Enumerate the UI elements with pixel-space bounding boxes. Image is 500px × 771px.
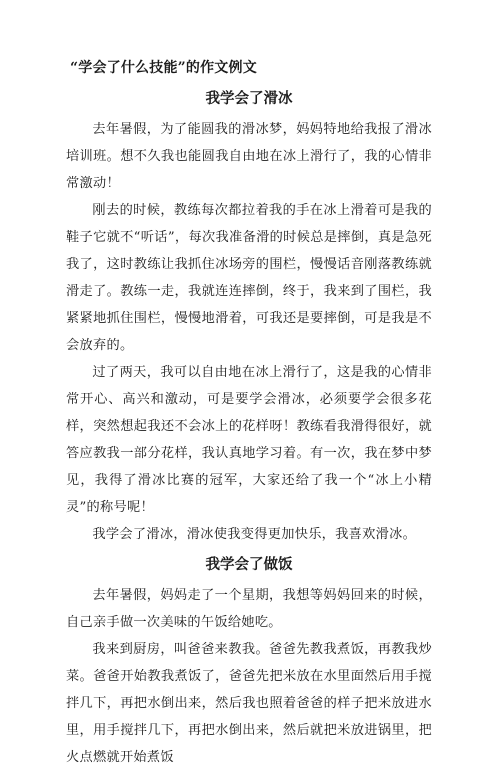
paragraph: 过了两天，我可以自由地在冰上滑行了，这是我的心情非常开心、高兴和激动，可是要学会滑冰，必须要学会很多花样，突然想起我还不会冰上的花样呀！教练看我滑得很好，就答应教我一部分花样，我认真地学习着。有一次，我在梦中梦见，我得了滑冰比赛的冠军，大家还给了我一个“冰上小精灵”的称号呢！ <box>66 365 432 515</box>
paragraph: 我来到厨房，叫爸爸来教我。爸爸先教我煮饭，再教我炒菜。爸爸开始教我煮饭了，爸爸先把米放在水里面然后用手搅拌几下，再把水倒出来，然后我也照着爸爸的样子把米放进水里，用手搅拌几下，再把水倒出来，然后就把米放进锅里，把火点燃就开始煮饭 <box>66 642 432 765</box>
essay-title-skating: 我学会了滑冰 <box>205 90 293 107</box>
essay-title-cooking: 我学会了做饭 <box>205 556 293 573</box>
document-page <box>66 58 432 771</box>
paragraph: 去年暑假，为了能圆我的滑冰梦，妈妈特地给我报了滑冰培训班。想不久我也能圆我自由地在冰上滑行了，我的心情非常激动！ <box>66 122 432 191</box>
paragraph: 刚去的时候，教练每次都拉着我的手在冰上滑着可是我的鞋子它就不“听话”，每次我准备滑的时候总是摔倒，真是急死我了，这时教练让我抓住冰场旁的围栏，慢慢话音刚落教练就滑走了。教练一走，我就连连摔倒，终于，我来到了围栏，我紧紧地抓住围栏，慢慢地滑着，可我还是要摔倒，可是我是不会放弃的。 <box>66 203 432 353</box>
paragraph: 我学会了滑冰，滑冰使我变得更加快乐，我喜欢滑冰。 <box>92 527 417 542</box>
paragraph: 去年暑假，妈妈走了一个星期，我想等妈妈回来的时候，自己亲手做一次美味的午饭给她吃。 <box>66 588 432 630</box>
document-title: “学会了什么技能”的作文例文 <box>70 60 257 76</box>
